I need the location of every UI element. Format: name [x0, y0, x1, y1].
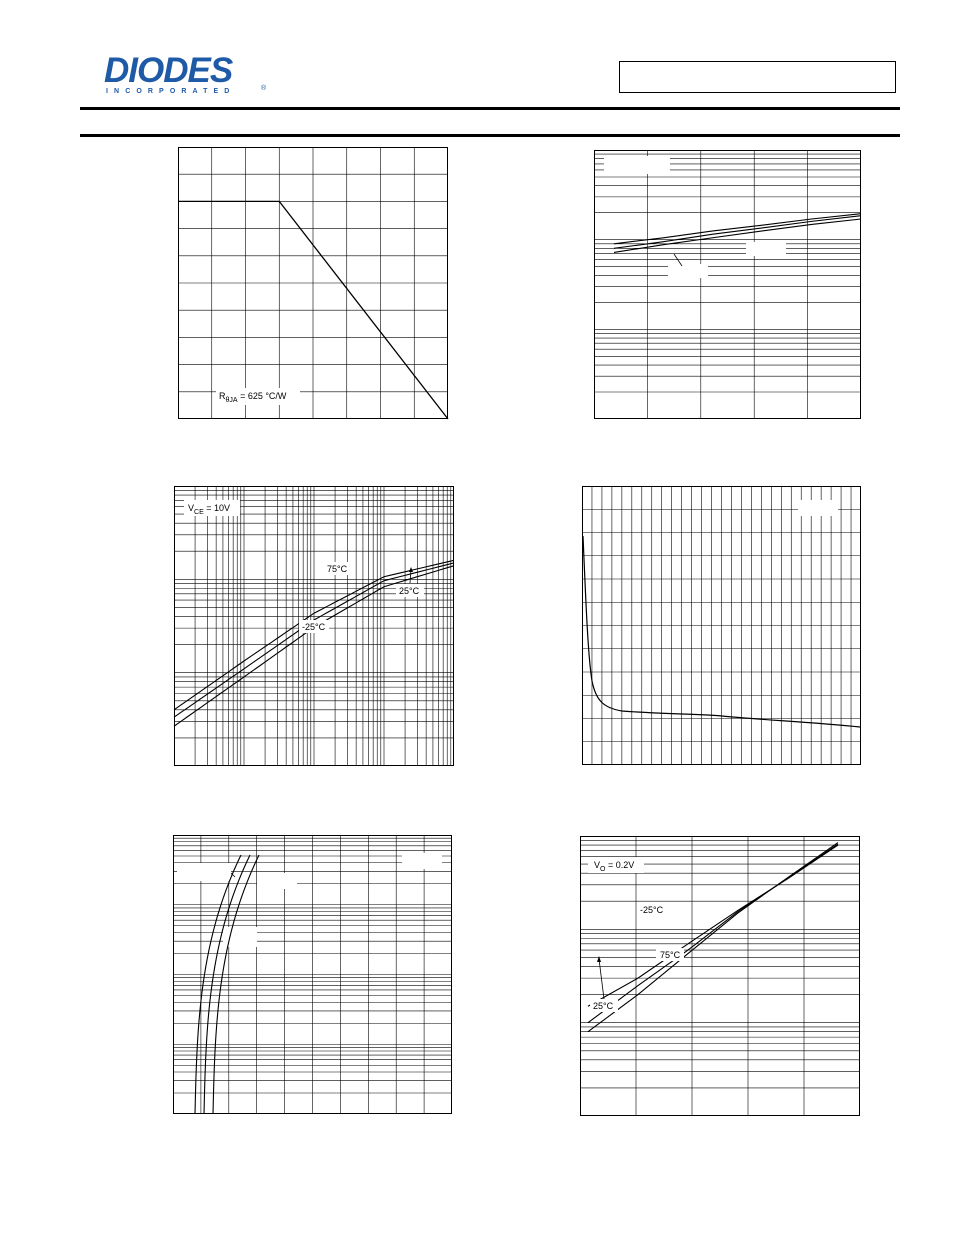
logo-wordmark: DIODES	[104, 51, 233, 90]
label-minus25c: -25°C	[302, 622, 326, 632]
chart-5	[173, 835, 452, 1114]
arrow-icon	[599, 959, 604, 999]
chart-2	[594, 150, 861, 419]
label-75c: 75°C	[327, 564, 348, 574]
registered-mark-icon: ®	[261, 85, 267, 92]
chart-1-power-derating	[178, 147, 448, 419]
steep-curve-3	[213, 855, 259, 1114]
arrowhead-icon	[597, 956, 601, 962]
vo-annotation: $V_O = 0.2V$	[594, 860, 635, 873]
diodes-logo	[104, 52, 274, 100]
label-25c: 25°C	[593, 1001, 614, 1011]
vce-annotation: $V_{CE} = 10V$	[188, 503, 231, 516]
series-line-2	[614, 216, 861, 249]
header-rule-bottom	[80, 134, 900, 137]
chart-6	[580, 836, 860, 1116]
part-number-box	[619, 61, 896, 93]
chart-4	[582, 486, 861, 765]
label-75c: 75°C	[660, 950, 681, 960]
rtheta-annotation: $R_{\theta JA} = 625$ °C/W	[219, 391, 287, 404]
label-25c: 25°C	[399, 586, 420, 596]
chart-3-current-gain	[174, 486, 454, 766]
header-rule-top	[80, 107, 900, 110]
label-minus25c: -25°C	[640, 905, 664, 915]
logo-subtext: INCORPORATED	[106, 88, 236, 95]
series-line-3	[614, 219, 861, 252]
series-line-1	[614, 214, 861, 244]
